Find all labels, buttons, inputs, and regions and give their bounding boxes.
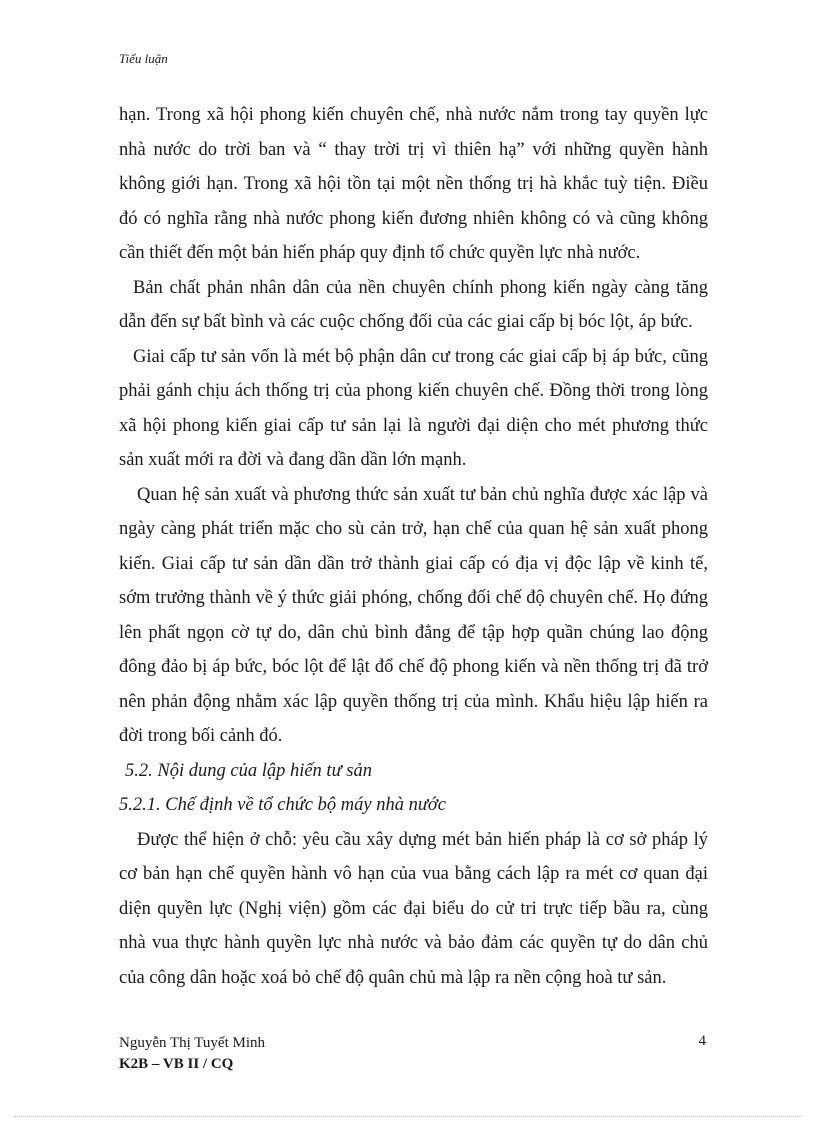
paragraph-3: Giai cấp tư sản vốn là mét bộ phận dân cư trong các giai cấp bị áp bức, cũng phải gánh chịu ách thống trị của phong kiến chuyên chế. Đồng thời trong lòng xã hội phong kiến giai cấp tư sản lại là người đại diện cho mét phương thức sản xuất mới ra đời và đang dần dần lớn mạnh. bbox=[119, 346, 708, 470]
paragraph-5: Được thể hiện ở chỗ: yêu cầu xây dựng mét bản hiến pháp là cơ sở pháp lý cơ bản hạn chế quyền hành vô hạn của vua bằng cách lập ra mét cơ quan đại diện quyền lực (Nghị viện) gồm các đại biểu do cử tri trực tiếp bầu ra, cùng nhà vua thực hành quyền lực nhà nước và bảo đảm các quyền tự do dân chủ của công dân hoặc xoá bỏ chế độ quân chủ mà lập ra nền cộng hoà tư sản. bbox=[119, 829, 708, 988]
subsection-heading-5-2-1: 5.2.1. Chế định về tổ chức bộ máy nhà nước bbox=[119, 795, 447, 815]
page-bottom-divider bbox=[14, 1116, 802, 1117]
paragraph-2: Bản chất phản nhân dân của nền chuyên chính phong kiến ngày càng tăng dẫn đến sự bất bình và các cuộc chống đối của các giai cấp bị bóc lột, áp bức. bbox=[119, 277, 708, 332]
footer-class: K2B – VB II / CQ bbox=[119, 1056, 234, 1072]
header-divider bbox=[119, 76, 706, 77]
page-footer bbox=[119, 1033, 265, 1075]
document-body bbox=[119, 98, 708, 995]
paragraph-1: hạn. Trong xã hội phong kiến chuyên chế, nhà nước nắm trong tay quyền lực nhà nước do trời ban và “ thay trời trị vì thiên hạ” với những quyền hành không giới hạn. Trong xã hội tồn tại một nền thống trị hà khắc tuỳ tiện. Điều đó có nghĩa rằng nhà nước phong kiến đương nhiên không có và cũng không cần thiết đến một bản hiến pháp quy định tổ chức quyền lực nhà nước. bbox=[119, 105, 708, 263]
paragraph-4: Quan hệ sản xuất và phương thức sản xuất tư bản chủ nghĩa được xác lập và ngày càng phát triển mặc cho sù cản trở, hạn chế của quan hệ sản xuất phong kiến. Giai cấp tư sản dần dần trở thành giai cấp có địa vị độc lập về kinh tế, sớm trưởng thành về ý thức giải phóng, chống đối chế độ chuyên chế. Họ đứng lên phất ngọn cờ tự do, dân chủ bình đẳng để tập hợp quần chúng lao động đông đảo bị áp bức, bóc lột để lật đổ chế độ phong kiến và nền thống trị đã trở nên phản động nhằm xác lập quyền thống trị của mình. Khẩu hiệu lập hiến ra đời trong bối cảnh đó. bbox=[119, 484, 708, 746]
footer-author: Nguyễn Thị Tuyết Minh bbox=[119, 1035, 265, 1051]
page-number: 4 bbox=[698, 1033, 706, 1049]
running-header: Tiểu luận bbox=[119, 51, 168, 66]
section-heading-5-2: 5.2. Nội dung của lập hiến tư sản bbox=[125, 760, 372, 781]
